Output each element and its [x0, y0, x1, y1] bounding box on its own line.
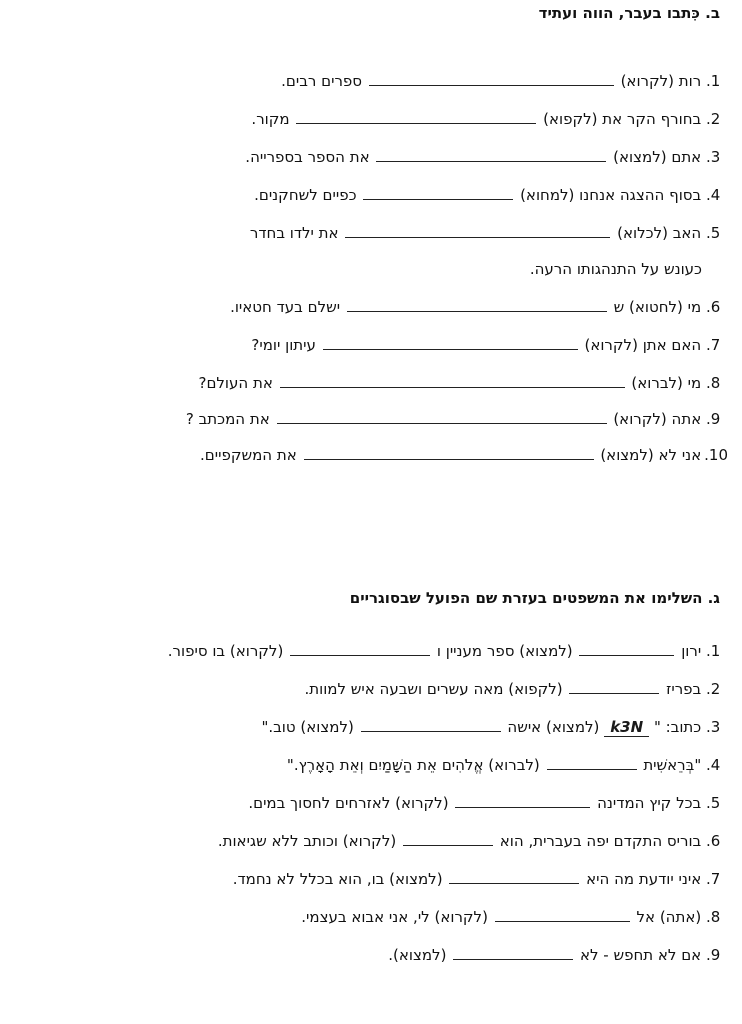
item-number: 3. — [706, 148, 721, 166]
item-number: 8. — [706, 908, 721, 926]
answer-blank[interactable] — [277, 411, 607, 424]
prompt-text: בוריס התקדם יפה בעברית, הוא — [499, 832, 702, 850]
answer-blank[interactable] — [569, 681, 659, 694]
completion-text: ספרים רבים. — [281, 72, 363, 90]
answer-blank[interactable] — [280, 375, 625, 388]
prompt-text: בפריז — [666, 680, 702, 698]
prompt-text: כתוב: " — [653, 718, 702, 736]
exercise-b-7 — [251, 336, 728, 354]
completion-text: את המשקפיים. — [200, 446, 297, 464]
answer-blank[interactable] — [449, 871, 579, 884]
completion-text: מקור. — [251, 110, 290, 128]
answer-blank[interactable] — [296, 111, 536, 124]
prompt-text: מי (לחטוא) ש — [613, 298, 702, 316]
item-number: 8. — [706, 374, 721, 392]
completion-text: את הספר בספרייה. — [245, 148, 370, 166]
item-number: 2. — [706, 680, 721, 698]
prompt-text: מי (לברוא) — [631, 374, 702, 392]
section-b-title: ב. כִּתבו בעבר, הווה ועתיד — [538, 4, 720, 22]
middle-text: (למצוא) ספר מעניין ו — [436, 642, 573, 660]
answer-blank[interactable] — [453, 947, 573, 960]
answer-blank[interactable] — [376, 149, 606, 162]
prompt-text: אני לא (למצוא) — [600, 446, 702, 464]
item-number: 7. — [706, 336, 721, 354]
prompt-text: רות (לקרוא) — [620, 72, 702, 90]
exercise-b-5 — [250, 224, 728, 242]
answer-blank[interactable] — [495, 909, 630, 922]
exercise-c-2 — [304, 680, 728, 698]
answer-blank[interactable] — [290, 643, 430, 656]
item-number: 3. — [706, 718, 721, 736]
prompt-text: האם אתן (לקרוא) — [584, 336, 702, 354]
exercise-b-8 — [198, 374, 728, 392]
prompt-text: (אתה) אל — [636, 908, 702, 926]
completion-text: (לקרוא) בו סיפור. — [167, 642, 284, 660]
item-number: 6. — [706, 832, 721, 850]
exercise-b-1 — [281, 72, 728, 90]
prompt-text: בסוף ההצגה אנחנו (למחוא) — [520, 186, 702, 204]
item-number: 1. — [706, 642, 721, 660]
item-number: 6. — [706, 298, 721, 316]
answer-blank[interactable] — [369, 73, 614, 86]
exercise-b-4 — [254, 186, 728, 204]
exercise-b-9 — [186, 410, 728, 428]
completion-text: (למצוא) טוב." — [261, 718, 354, 736]
completion-text: (לקרוא) לאזרחים לחסוך במים. — [248, 794, 449, 812]
exercise-b-10 — [200, 446, 728, 464]
answer-blank[interactable] — [361, 719, 501, 732]
item-number: 9. — [706, 410, 721, 428]
exercise-c-5 — [248, 794, 728, 812]
prompt-text: בכל קיץ המדינה — [597, 794, 702, 812]
answer-blank[interactable] — [347, 299, 607, 312]
continuation-text: כעונש על התנהגותו הרעה. — [529, 260, 702, 278]
exercise-b-6 — [230, 298, 728, 316]
handwritten-answer: k3N — [604, 718, 649, 737]
completion-text: (לקפוא) מאה עשרים ושבעה איש למוות. — [304, 680, 563, 698]
answer-blank[interactable] — [345, 225, 610, 238]
completion-text: עיתון יומי? — [251, 336, 316, 354]
prompt-text: אם לא תחפש - לא — [579, 946, 702, 964]
exercise-c-9 — [388, 946, 728, 964]
middle-text: (למצוא) אישה — [507, 718, 600, 736]
prompt-text: ירון — [681, 642, 702, 660]
completion-text: ישלם בעד חטאיו. — [230, 298, 341, 316]
exercise-c-1 — [168, 642, 728, 660]
answer-blank[interactable] — [323, 337, 578, 350]
item-number: 4. — [706, 756, 721, 774]
prompt-text: האב (לכלוא) — [617, 224, 702, 242]
exercise-c-8 — [301, 908, 728, 926]
completion-text: (לקרוא) וכותב ללא שגיאות. — [217, 832, 397, 850]
exercise-c-6 — [218, 832, 728, 850]
completion-text: (לברוא) אֱלֹהִים אֵת הַשָּׁמַיִם וְאֵת הָאָרֶץ." — [286, 756, 540, 774]
completion-text: (למצוא). — [388, 946, 447, 964]
completion-text: (לקרוא) לי, אני אבוא בעצמי. — [301, 908, 488, 926]
completion-text: את העולם? — [198, 374, 273, 392]
item-number: 4. — [706, 186, 721, 204]
exercise-b-3 — [245, 148, 728, 166]
answer-blank[interactable] — [579, 643, 674, 656]
item-number: 7. — [706, 870, 721, 888]
prompt-text: אתה (לקרוא) — [613, 410, 702, 428]
answer-blank[interactable] — [547, 757, 637, 770]
item-number: 5. — [706, 794, 721, 812]
item-number: 9. — [706, 946, 721, 964]
item-number: 5. — [706, 224, 721, 242]
exercise-c-7 — [233, 870, 728, 888]
answer-blank[interactable] — [403, 833, 493, 846]
prompt-text: בחורף הקר את (לקפוא) — [543, 110, 702, 128]
answer-blank[interactable] — [363, 187, 513, 200]
completion-text: (למצוא) בו, הוא בכלל לא נחמד. — [232, 870, 443, 888]
section-c-title: ג. השלימו את המשפטים בעזרת שם הפועל שבסוגריים — [349, 589, 720, 607]
item-number: 2. — [706, 110, 721, 128]
item-number: 10. — [704, 446, 728, 464]
exercise-c-3 — [261, 718, 728, 736]
prompt-text: אתם (למצוא) — [613, 148, 702, 166]
completion-text: כפיים לשחקנים. — [254, 186, 357, 204]
exercise-b-2 — [251, 110, 728, 128]
prompt-text: איני יודעת מה היא — [586, 870, 702, 888]
prompt-text: "בְּרֵאשִׁית — [643, 756, 702, 774]
exercise-c-4 — [287, 756, 728, 774]
item-number: 1. — [706, 72, 721, 90]
exercise-b-5-continued — [530, 260, 702, 278]
answer-blank[interactable] — [455, 795, 590, 808]
completion-text: את ילדו בחדר — [249, 224, 339, 242]
answer-blank[interactable] — [304, 447, 594, 460]
completion-text: את המכתב ? — [185, 410, 270, 428]
